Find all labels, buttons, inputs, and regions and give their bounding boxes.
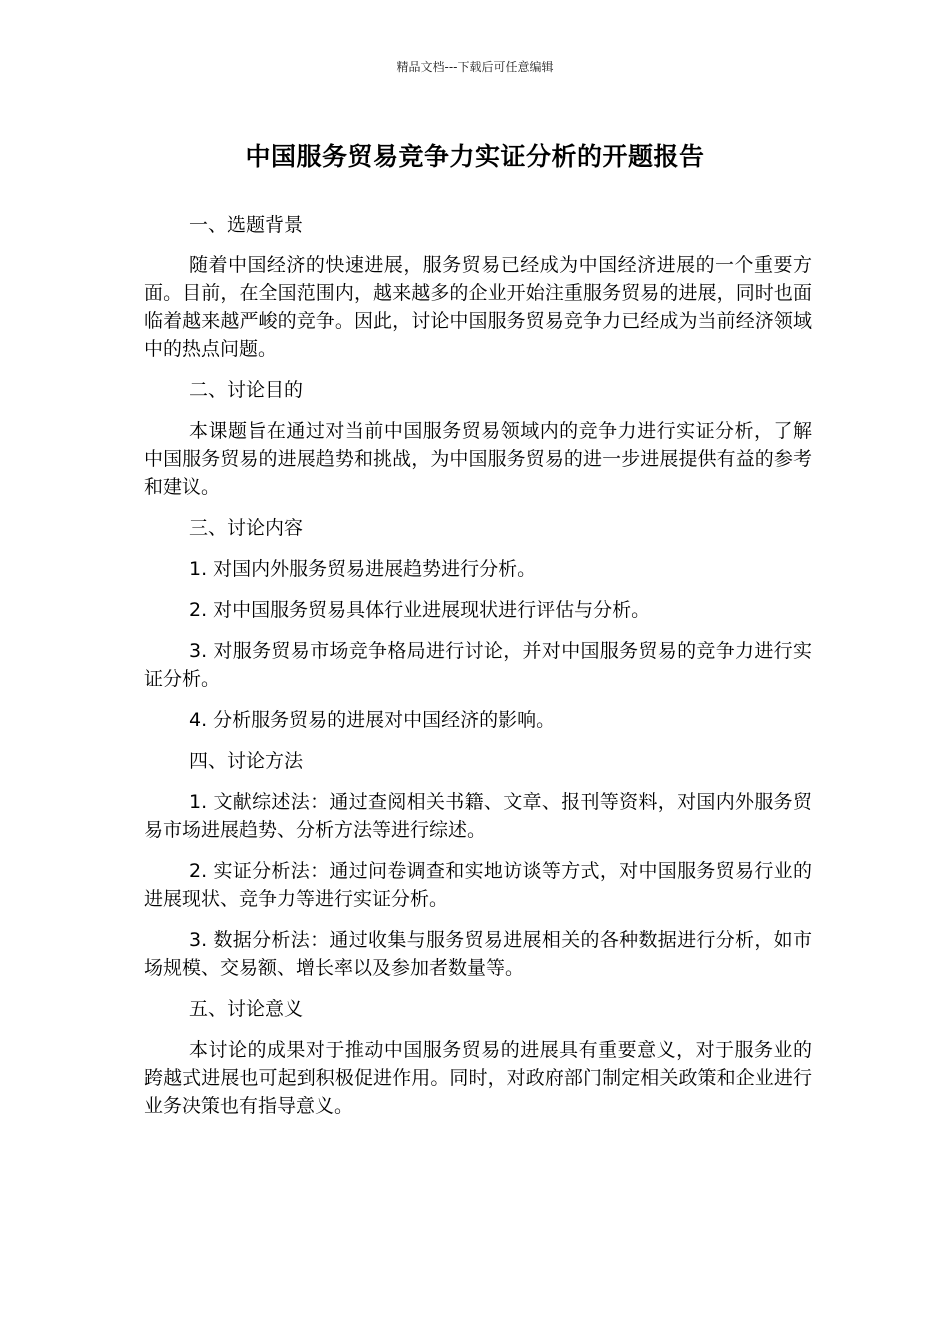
section-heading-purpose: 二、讨论目的: [189, 379, 304, 401]
document-title: 中国服务贸易竞争力实证分析的开题报告: [245, 142, 705, 171]
content-item-2: 2. 对中国服务贸易具体行业进展现状进行评估与分析。: [189, 599, 651, 621]
paragraph-significance: 本讨论的成果对于推动中国服务贸易的进展具有重要意义，对于服务业的跨越式进展也可起到积极促进作用。同时，对政府部门制定相关政策和企业进行业务决策也有指导意义。: [144, 1039, 812, 1117]
method-item-3: 3. 数据分析法：通过收集与服务贸易进展相关的各种数据进行分析，如市场规模、交易额、增长率以及参加者数量等。: [144, 929, 812, 979]
section-heading-significance: 五、讨论意义: [189, 998, 304, 1020]
section-heading-background: 一、选题背景: [189, 214, 304, 236]
paragraph-background: 随着中国经济的快速进展，服务贸易已经成为中国经济进展的一个重要方面。目前，在全国范围内，越来越多的企业开始注重服务贸易的进展，同时也面临着越来越严峻的竞争。因此，讨论中国服务贸易竞争力已经成为当前经济领域中的热点问题。: [144, 254, 812, 360]
document-body: [144, 211, 812, 1133]
page-header-note: 精品文档---下载后可任意编辑: [396, 60, 554, 74]
content-item-1: 1. 对国内外服务贸易进展趋势进行分析。: [189, 558, 537, 580]
method-item-2: 2. 实证分析法：通过问卷调查和实地访谈等方式，对中国服务贸易行业的进展现状、竞争力等进行实证分析。: [144, 860, 812, 910]
method-item-1: 1. 文献综述法：通过查阅相关书籍、文章、报刊等资料，对国内外服务贸易市场进展趋势、分析方法等进行综述。: [144, 791, 812, 841]
content-item-3: 3. 对服务贸易市场竞争格局进行讨论，并对中国服务贸易的竞争力进行实证分析。: [144, 640, 812, 690]
section-heading-content: 三、讨论内容: [189, 517, 304, 539]
section-heading-methods: 四、讨论方法: [189, 750, 304, 772]
content-item-4: 4. 分析服务贸易的进展对中国经济的影响。: [189, 709, 556, 731]
paragraph-purpose: 本课题旨在通过对当前中国服务贸易领域内的竞争力进行实证分析，了解中国服务贸易的进展趋势和挑战，为中国服务贸易的进一步进展提供有益的参考和建议。: [144, 420, 812, 498]
